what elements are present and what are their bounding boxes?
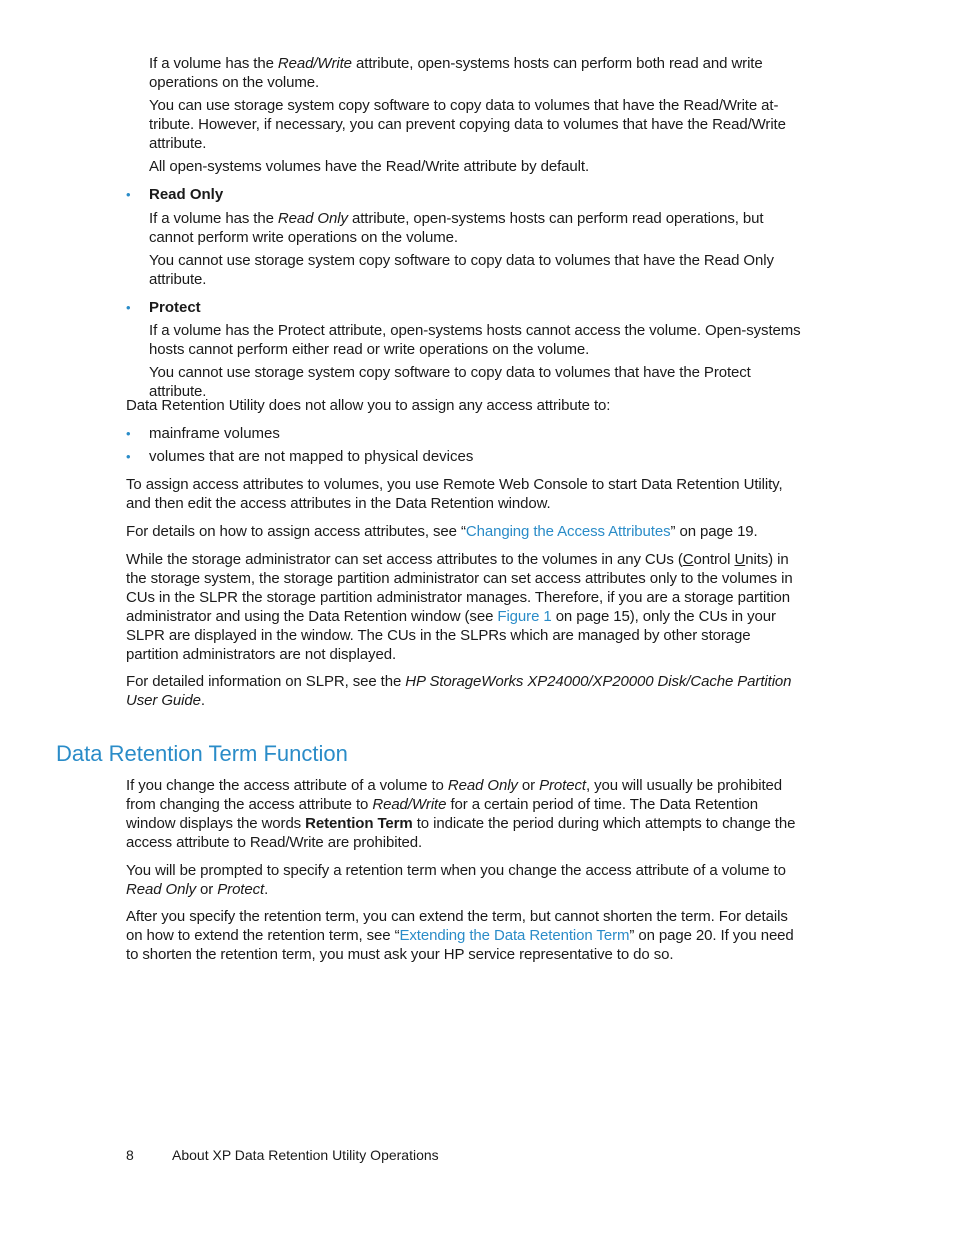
page-number: 8: [126, 1147, 134, 1163]
bullet-dot-icon: •: [126, 426, 131, 441]
term-paragraph-1: [126, 776, 804, 852]
extending-retention-term-link[interactable]: Extending the Data Retention Term: [399, 927, 630, 944]
text: If you change the access attribute of a volume to: [126, 777, 448, 794]
text: on page 15), only the CUs in your SLPR are displayed in the window. The CUs in the SLPRs which are managed by other storage partition administrators are not displayed.: [126, 608, 776, 663]
emphasis: Read/Write: [277, 55, 352, 72]
figure-1-link[interactable]: Figure 1: [497, 608, 552, 625]
text: ontrol: [693, 551, 735, 568]
list-item-text: mainframe volumes: [149, 425, 280, 442]
pr-paragraph-2: You cannot use storage system copy software to copy data to volumes that have the Protect attribute.: [149, 364, 751, 400]
details-paragraph: [126, 522, 804, 541]
text: You will be prompted to specify a retention term when you change the access attribute of a volume to: [126, 862, 786, 879]
bullet-dot-icon: •: [126, 187, 131, 202]
text: , you will usually be prohibited from changing the access attribute to: [126, 777, 783, 813]
text: For details on how to assign access attributes, see “: [126, 523, 466, 540]
text: ” on page 20. If you need to shorten the retention term, you must ask your HP service representative to do so.: [126, 927, 794, 963]
bullet-title: Read Only: [149, 186, 224, 203]
changing-access-attributes-link[interactable]: Changing the Access Attributes: [465, 523, 671, 540]
text: attribute, open-systems hosts can perform read operations, but cannot perform write operations on the volume.: [149, 210, 764, 246]
slpr-paragraph: [126, 550, 804, 664]
text: or: [195, 881, 218, 898]
emphasis: Read Only: [447, 777, 518, 794]
rw-paragraph-1: [149, 54, 804, 92]
bullet-dot-icon: •: [126, 449, 131, 464]
text: ” on page 19.: [670, 523, 758, 540]
text: attribute, open-systems hosts can perform both read and write operations on the volume.: [149, 55, 763, 91]
ro-paragraph-2: You cannot use storage system copy software to copy data to volumes that have the Read Only attribute.: [149, 252, 774, 288]
emphasis: Read/Write: [372, 796, 447, 813]
text: for a certain period of time. The Data Retention window displays the words: [126, 796, 759, 832]
ro-paragraph-1: [149, 209, 804, 247]
text: to indicate the period during which attempts to change the access attribute to Read/Write are prohibited.: [126, 815, 796, 851]
text: .: [200, 692, 205, 709]
text: If a volume has the: [149, 210, 278, 227]
text: nits) in the storage system, the storage partition administrator can set access attributes only to the volumes in CUs in the SLPR the storage partition administrator manages. Therefore, if you are a storage partition administrator and using the Data Retention window (see: [126, 551, 793, 625]
strong-term: Retention Term: [305, 815, 413, 832]
text: If a volume has the: [149, 55, 278, 72]
emphasis: Read Only: [126, 881, 196, 898]
text: While the storage administrator can set access attributes to the volumes in any CUs (: [126, 551, 683, 568]
emphasis: Protect: [217, 881, 265, 898]
bullet-dot-icon: •: [126, 300, 131, 315]
term-paragraph-2: [126, 861, 804, 899]
underlined-letter: C: [682, 551, 694, 568]
text: After you specify the retention term, you can extend the term, but cannot shorten the term. For details on how to extend the retention term, see “: [126, 908, 788, 944]
rw-paragraph-2: You can use storage system copy software to copy data to volumes that have the Read/Write at- tribute. However, if necessary, you can prevent copying data to volumes that have the Read/Write attribute.: [149, 97, 786, 152]
section-heading: Data Retention Term Function: [56, 741, 348, 766]
emphasis: Read Only: [277, 210, 348, 227]
bullet-title: Protect: [149, 299, 201, 316]
underlined-letter: U: [734, 551, 746, 568]
term-paragraph-3: [126, 907, 804, 964]
assign-paragraph: To assign access attributes to volumes, you use Remote Web Console to start Data Retention Utility, and then edit the access attributes in the Data Retention window.: [126, 476, 783, 512]
emphasis: Protect: [539, 777, 586, 794]
rw-paragraph-3: All open-systems volumes have the Read/Write attribute by default.: [149, 158, 590, 175]
pr-paragraph-1: If a volume has the Protect attribute, open-systems hosts cannot access the volume. Open-systems hosts cannot perform either read or write operations on the volume.: [149, 322, 801, 358]
text: .: [264, 881, 269, 898]
slpr-info-paragraph: [126, 672, 804, 710]
text: For detailed information on SLPR, see the: [126, 673, 406, 690]
guide-title: HP StorageWorks XP24000/XP20000 Disk/Cache Partition User Guide: [126, 673, 792, 709]
footer-chapter-title: About XP Data Retention Utility Operations: [172, 1147, 439, 1163]
intro-paragraph: Data Retention Utility does not allow you to assign any access attribute to:: [126, 397, 611, 414]
text: or: [517, 777, 540, 794]
list-item-text: volumes that are not mapped to physical devices: [149, 448, 474, 465]
